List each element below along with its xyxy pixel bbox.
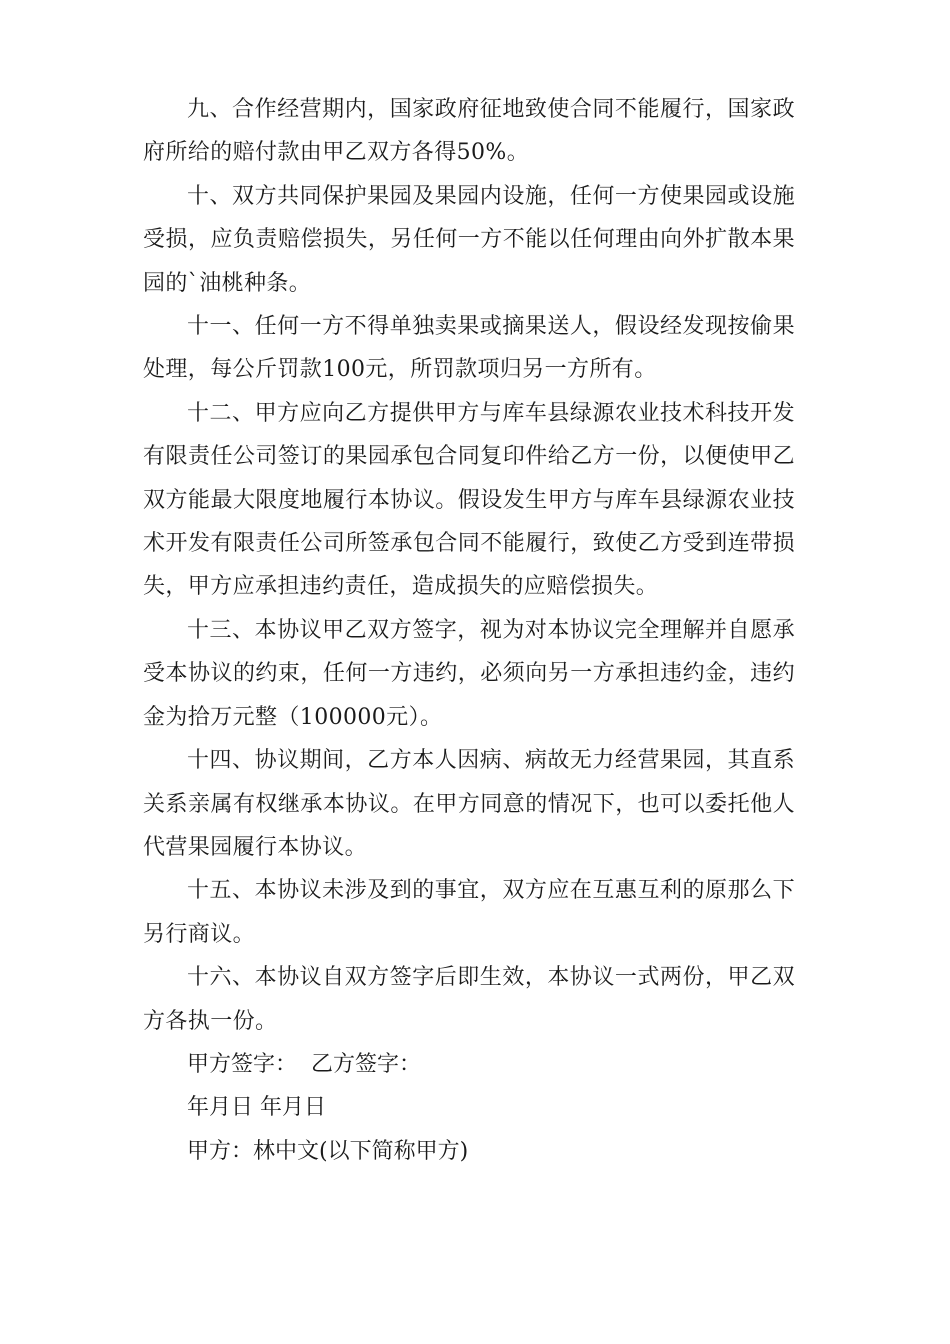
document-page: [143, 88, 795, 1173]
clause-13: 十三、本协议甲乙双方签字，视为对本协议完全理解并自愿承受本协议的约束，任何一方违约，必须向另一方承担违约金，违约金为拾万元整（100000元）。: [143, 617, 795, 730]
clause-10: 十、双方共同保护果园及果园内设施，任何一方使果园或设施受损，应负责赔偿损失，另任何一方不能以任何理由向外扩散本果园的`油桃种条。: [143, 183, 795, 296]
date-line: 年月日 年月日: [187, 1095, 326, 1121]
clause-16: 十六、本协议自双方签字后即生效，本协议一式两份，甲乙双方各执一份。: [143, 965, 795, 1034]
signature-line: 甲方签字： 乙方签字：: [187, 1051, 421, 1077]
clause-12: 十二、甲方应向乙方提供甲方与库车县绿源农业技术科技开发有限责任公司签订的果园承包合同复印件给乙方一份，以便使甲乙双方能最大限度地履行本协议。假设发生甲方与库车县绿源农业技术开发有限责任公司所签承包合同不能履行，致使乙方受到连带损失，甲方应承担违约责任，造成损失的应赔偿损失。: [143, 400, 795, 600]
clause-15: 十五、本协议未涉及到的事宜，双方应在互惠互利的原那么下另行商议。: [143, 878, 795, 947]
clause-9: 九、合作经营期内，国家政府征地致使合同不能履行，国家政府所给的赔付款由甲乙双方各得50%。: [143, 97, 795, 166]
party-a-line: 甲方：林中文(以下简称甲方): [187, 1138, 469, 1164]
clause-11: 十一、任何一方不得单独卖果或摘果送人，假设经发现按偷果处理，每公斤罚款100元，所罚款项归另一方所有。: [143, 314, 795, 383]
clause-14: 十四、协议期间，乙方本人因病、病故无力经营果园，其直系关系亲属有权继承本协议。在甲方同意的情况下，也可以委托他人代营果园履行本协议。: [143, 748, 795, 860]
